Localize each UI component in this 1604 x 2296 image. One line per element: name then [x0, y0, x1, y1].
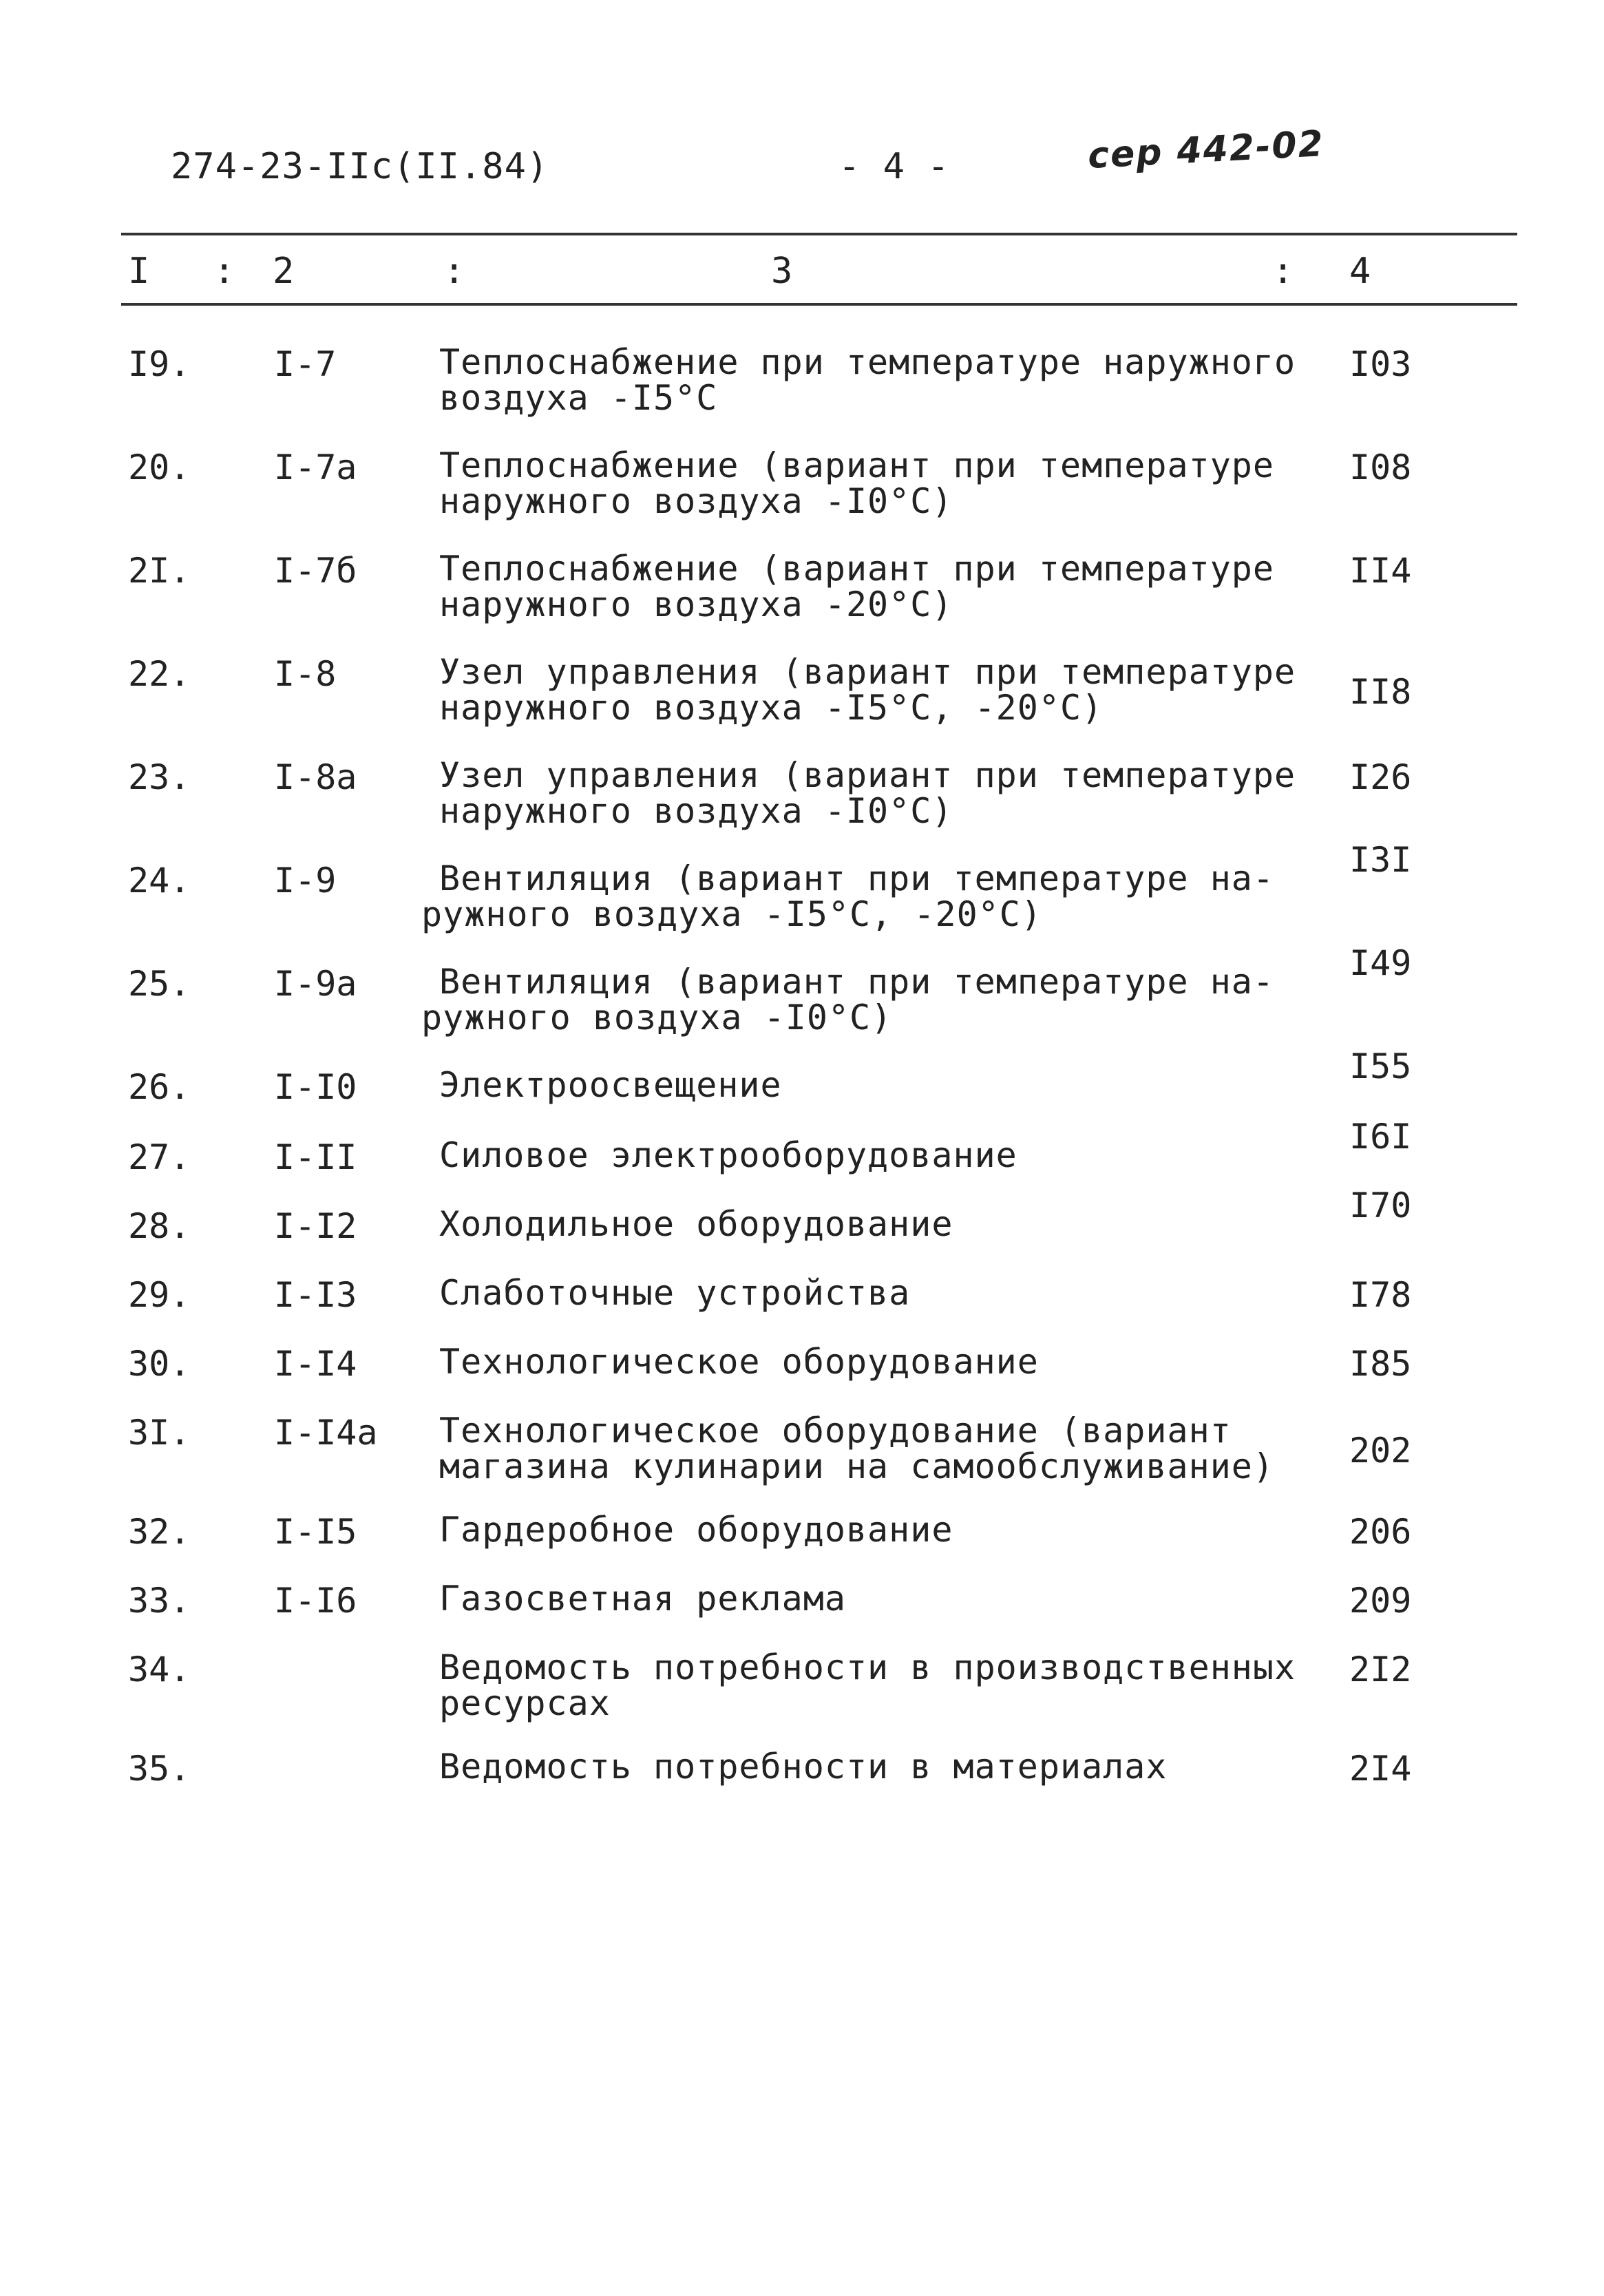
row-number: 35. [128, 1749, 191, 1789]
page-reference: II4 [1349, 551, 1412, 591]
section-title [439, 447, 1300, 519]
section-title [439, 344, 1300, 416]
sheet-code: I-I3 [274, 1275, 357, 1315]
section-title-line: Теплоснабжение (вариант при температуре [439, 445, 1274, 485]
sheet-code: I-I4a [274, 1413, 378, 1453]
section-title-line: Теплоснабжение (вариант при температуре [439, 549, 1274, 589]
section-title-line: Электроосвещение [439, 1065, 782, 1105]
page-reference: I08 [1349, 447, 1412, 487]
table-top-rule [121, 233, 1517, 235]
sheet-code: I-9a [274, 964, 357, 1004]
sheet-code: I-8 [274, 654, 337, 694]
column-header-4: 4 [1349, 251, 1371, 292]
sheet-code: I-7a [274, 447, 357, 487]
sheet-code: I-I0 [274, 1067, 357, 1107]
section-title-line: наружного воздуха -I5°C, -20°C) [439, 688, 1104, 728]
row-number: I9. [128, 344, 191, 384]
row-number: 28. [128, 1206, 191, 1246]
section-title-line: воздуха -I5°C [439, 378, 718, 418]
section-title-line: Ведомость потребности в материалах [439, 1747, 1168, 1787]
sheet-code: I-9 [274, 861, 337, 901]
section-title-line: Технологическое оборудование [439, 1342, 1039, 1382]
section-title-line: наружного воздуха -I0°C) [439, 481, 953, 521]
row-number: 23. [128, 757, 191, 797]
section-title-line: Газосветная реклама [439, 1579, 846, 1619]
row-number: 30. [128, 1344, 191, 1384]
section-title-line: Вентиляция (вариант при температуре на- [439, 962, 1274, 1002]
page-number: - 4 - [838, 146, 950, 187]
sheet-code: I-II [274, 1137, 357, 1177]
row-number: 25. [128, 964, 191, 1004]
page-reference: 209 [1349, 1581, 1412, 1621]
page-reference: I26 [1349, 757, 1412, 797]
row-number: 27. [128, 1137, 191, 1177]
section-title-line: Узел управления (вариант при температуре [439, 652, 1296, 692]
sheet-code: I-8a [274, 757, 357, 797]
section-title-line: Холодильное оборудование [439, 1204, 953, 1244]
section-title [439, 1344, 1300, 1380]
section-title-line: Слаботочные устройства [439, 1273, 911, 1313]
column-separator: : [443, 251, 465, 292]
section-title [439, 1647, 1300, 1723]
section-title-line: Силовое электрооборудование [439, 1135, 1017, 1175]
handwritten-series-stamp: сер 442-02 [1086, 123, 1326, 177]
page-reference: 2I2 [1349, 1650, 1412, 1689]
page-reference: I49 [1349, 943, 1412, 983]
page-reference: I70 [1349, 1186, 1412, 1225]
section-title [439, 1137, 1300, 1173]
page-reference: I55 [1349, 1046, 1412, 1086]
section-title [439, 551, 1300, 622]
page-reference: I03 [1349, 344, 1412, 384]
section-title-line: ресурсах [439, 1683, 611, 1723]
section-title-line: Теплоснабжение при температуре наружного [439, 342, 1296, 382]
sheet-code: I-I6 [274, 1581, 357, 1621]
page-reference: I78 [1349, 1275, 1412, 1315]
section-title-line: Ведомость потребности в производственных [439, 1647, 1296, 1687]
section-title [439, 654, 1300, 726]
row-number: 29. [128, 1275, 191, 1315]
section-title [439, 1275, 1300, 1311]
section-title-line: ружного воздуха -I0°C) [421, 998, 893, 1038]
page-reference: 202 [1349, 1431, 1412, 1471]
row-number: 3I. [128, 1413, 191, 1453]
column-header-2: 2 [273, 251, 295, 292]
page-reference: 2I4 [1349, 1749, 1412, 1789]
row-number: 2I. [128, 551, 191, 591]
section-title-line: Вентиляция (вариант при температуре на- [439, 859, 1274, 898]
row-number: 20. [128, 447, 191, 487]
column-separator: : [213, 251, 235, 292]
page-reference: 206 [1349, 1512, 1412, 1552]
section-title [421, 962, 1300, 1038]
row-number: 24. [128, 861, 191, 901]
sheet-code: I-I2 [274, 1206, 357, 1246]
section-title-line: магазина кулинарии на самообслуживание) [439, 1446, 1274, 1486]
row-number: 26. [128, 1067, 191, 1107]
sheet-code: I-7 [274, 344, 337, 384]
sheet-code: I-7б [274, 551, 357, 591]
page-reference: I3I [1349, 840, 1412, 880]
section-title [421, 859, 1300, 934]
sheet-code: I-I4 [274, 1344, 357, 1384]
row-number: 33. [128, 1581, 191, 1621]
section-title-line: наружного воздуха -20°C) [439, 584, 953, 624]
section-title [439, 1206, 1300, 1242]
page-reference: I85 [1349, 1344, 1412, 1384]
section-title-line: Гардеробное оборудование [439, 1510, 953, 1550]
section-title [439, 1413, 1300, 1484]
section-title-line: Узел управления (вариант при температуре [439, 755, 1296, 795]
table-header-rule [121, 303, 1517, 306]
document-code: 274-23-IIc(II.84) [171, 146, 549, 187]
section-title-line: наружного воздуха -I0°C) [439, 791, 953, 831]
section-title-line: Технологическое оборудование (вариант [439, 1411, 1232, 1451]
row-number: 32. [128, 1512, 191, 1552]
section-title [439, 757, 1300, 829]
column-header-3: 3 [771, 251, 793, 292]
page-reference: I6I [1349, 1117, 1412, 1157]
page-reference: II8 [1349, 672, 1412, 712]
row-number: 34. [128, 1650, 191, 1689]
section-title-line: ружного воздуха -I5°C, -20°C) [421, 894, 1042, 934]
section-title [439, 1579, 1300, 1619]
column-separator: : [1272, 251, 1294, 292]
section-title [439, 1512, 1300, 1548]
sheet-code: I-I5 [274, 1512, 357, 1552]
row-number: 22. [128, 654, 191, 694]
section-title [439, 1067, 1300, 1103]
column-header-1: I [128, 251, 150, 292]
section-title [439, 1747, 1300, 1787]
